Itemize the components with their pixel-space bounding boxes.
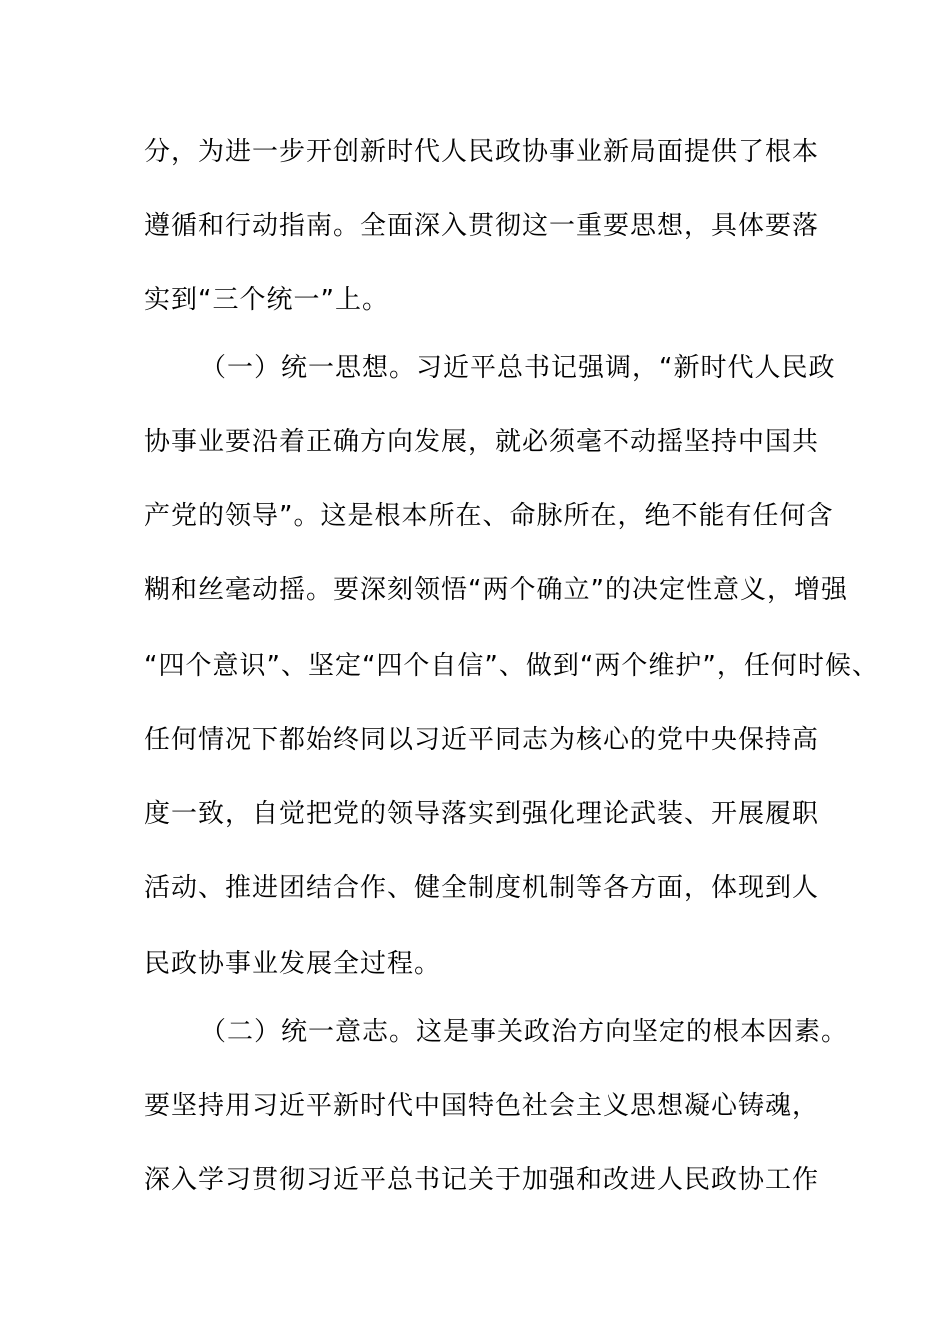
text-line: 要坚持用习近平新时代中国特色社会主义思想凝心铸魂， [144,1091,820,1121]
text-line: 民政协事业发展全过程。 [144,949,442,979]
text-line: 任何情况下都始终同以习近平同志为核心的党中央保持高 [144,725,820,755]
paragraph-heading-line: （一）统一思想。习近平总书记强调，“新时代人民政 [200,353,836,383]
text-line: 实到“三个统一”上。 [144,285,389,315]
text-line: 遵循和行动指南。全面深入贯彻这一重要思想，具体要落 [144,211,820,241]
text-line: 活动、推进团结合作、健全制度机制等各方面，体现到人 [144,873,820,903]
text-line: 产党的领导”。这是根本所在、命脉所在，绝不能有任何含 [144,501,834,531]
text-line: “四个意识”、坚定“四个自信”、做到“两个维护”，任何时候、 [144,651,879,681]
text-line: 分，为进一步开创新时代人民政协事业新局面提供了根本 [144,137,820,167]
text-line: 糊和丝毫动摇。要深刻领悟“两个确立”的决定性意义，增强 [144,575,848,605]
text-line: 协事业要沿着正确方向发展，就必须毫不动摇坚持中国共 [144,427,820,457]
text-line: 深入学习贯彻习近平总书记关于加强和改进人民政协工作 [144,1165,820,1195]
text-line: 度一致，自觉把党的领导落实到强化理论武装、开展履职 [144,799,820,829]
paragraph-heading-line: （二）统一意志。这是事关政治方向坚定的根本因素。 [200,1017,849,1047]
